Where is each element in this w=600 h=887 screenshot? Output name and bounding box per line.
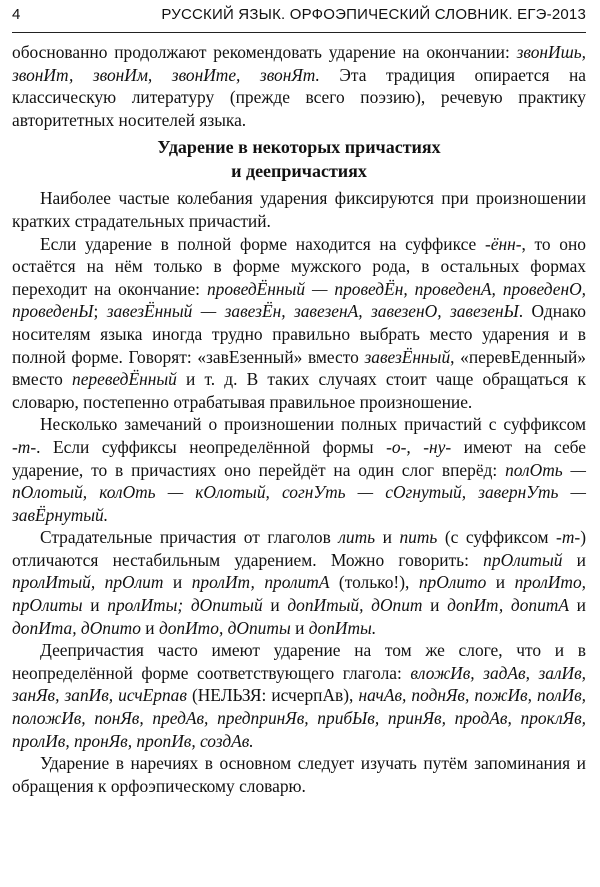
- paragraph-suffix-t: Несколько замечаний о произношении полных причастий с суффиксом -т-. Если суффиксы неопределённой формы -о-, -ну- имеют на себе ударение, то в причастиях оно перейдёт на один слог вперёд: полОть — пОлотый, колОть — кОлотый, согнУть — сОгнутый, завернУть — завЁрнутый.: [12, 414, 587, 525]
- running-title: РУССКИЙ ЯЗЫК. ОРФОЭПИЧЕСКИЙ СЛОВНИК. ЕГЭ-2013: [161, 6, 586, 23]
- paragraph-adverbs: Ударение в наречиях в основном следует изучать путём запоминания и обращения к орфоэпическому словарю.: [12, 753, 586, 796]
- running-header: [12, 6, 586, 32]
- paragraph-gerunds: Деепричастия часто имеют ударение на том же слоге, что и в неопределённой форме соответствующего глагола: вложИв, задАв, залИв, занЯв, запИв, исчЕрпав (НЕЛЬЗЯ: исчерпАв), начАв, поднЯв, пожИв, полИв, положИв, понЯв, предАв, предпринЯв, прибЫв, принЯв, продАв, проклЯв, пролИв, пронЯв, пропИв, создАв.: [12, 640, 587, 751]
- paragraph-suffix-enn: Если ударение в полной форме находится на суффиксе -ённ-, то оно остаётся на нём только в форме мужского рода, в остальных формах переходит на окончание: проведЁнный — проведЁн, проведенА, проведенО, проведенЫ; завезЁнный — завезЁн, завезенА, завезенО, завезенЫ. Однако носителям языка иногда трудно правильно выбрать место ударения и в полной форме. Говорят: «завЕзенный» вместо завезЁнный, «перевЕденный» вместо переведЁнный и т. д. В таких случаях стоит чаще обращаться к словарю, постепенно отрабатывая правильное произношение.: [12, 233, 587, 412]
- header-rule: [12, 32, 586, 33]
- paragraph-short-participles: Наиболее частые колебания ударения фиксируются при произношении кратких страдательных причастий.: [12, 188, 586, 231]
- page-number: 4: [12, 6, 21, 23]
- section-heading: [12, 135, 586, 183]
- section-heading-line-2: и деепричастиях: [231, 161, 367, 182]
- paragraph-continuation: обоснованно продолжают рекомендовать ударение на окончании: звонИшь, звонИт, звонИм, звонИте, звонЯт. Эта традиция опирается на классическую литературу (прежде всего поэзию), речевую практику авторитетных носителей языка.: [12, 42, 586, 130]
- section-heading-line-1: Ударение в некоторых причастиях: [157, 137, 441, 158]
- body-text: [12, 41, 586, 797]
- paragraph-lit-pit: Страдательные причастия от глаголов лить и пить (с суффиксом -т-) отличаются нестабильным ударением. Можно говорить: прОлитый и пролИтый, прОлит и пролИт, пролитА (только!), прОлито и пролИто, прОлиты и пролИты; дОпитый и допИтый, дОпит и допИт, допитА и допИта, дОпито и допИто, дОпиты и допИты.: [12, 527, 586, 638]
